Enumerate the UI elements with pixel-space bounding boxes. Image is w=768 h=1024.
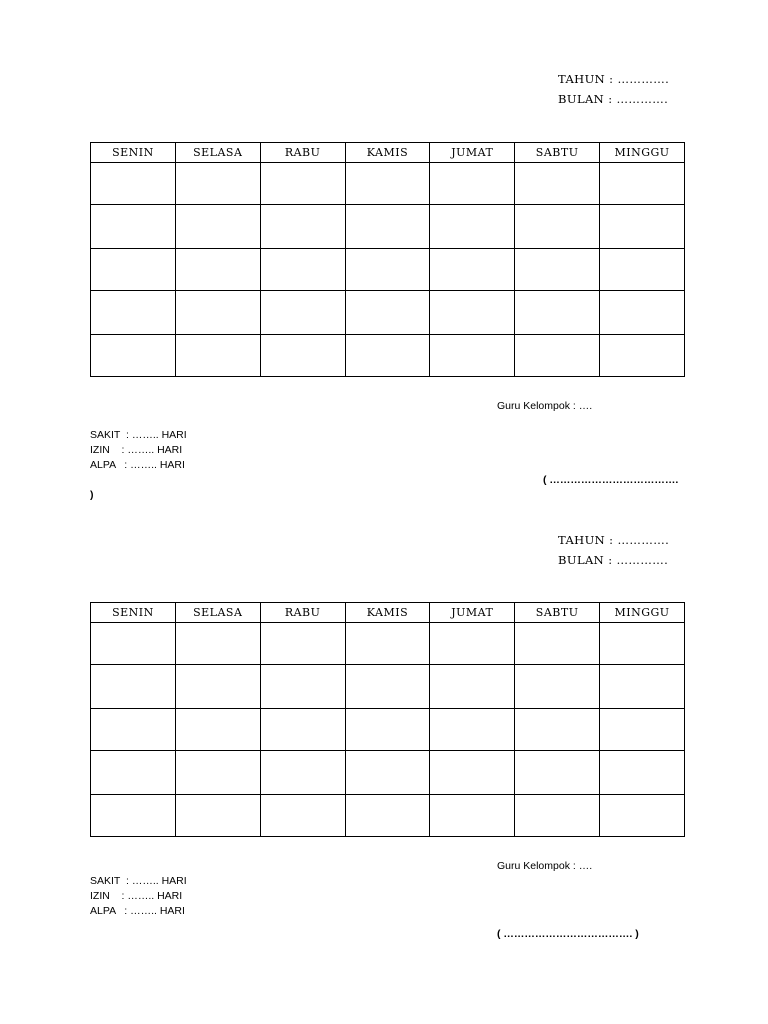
table-row (91, 795, 685, 837)
calendar-table (90, 142, 685, 377)
guru-kelompok-label: Guru Kelompok : …. (497, 860, 593, 872)
day-header: SENIN (91, 143, 176, 163)
calendar-cell[interactable] (430, 291, 515, 335)
calendar-cell[interactable] (345, 623, 430, 665)
calendar-cell[interactable] (345, 335, 430, 377)
calendar-cell[interactable] (91, 249, 176, 291)
calendar-cell[interactable] (600, 163, 685, 205)
calendar-cell[interactable] (600, 795, 685, 837)
table-row (91, 249, 685, 291)
calendar-cell[interactable] (260, 335, 345, 377)
attendance-summary (90, 874, 187, 919)
calendar-cell[interactable] (175, 291, 260, 335)
calendar-cell[interactable] (515, 291, 600, 335)
calendar-cell[interactable] (345, 249, 430, 291)
table-row (91, 205, 685, 249)
calendar-cell[interactable] (175, 163, 260, 205)
calendar-cell[interactable] (515, 751, 600, 795)
calendar-cell[interactable] (175, 205, 260, 249)
signature-close: ) (90, 489, 94, 501)
day-header: MINGGU (600, 143, 685, 163)
calendar-cell[interactable] (515, 249, 600, 291)
calendar-cell[interactable] (515, 709, 600, 751)
calendar-table (90, 602, 685, 837)
calendar-cell[interactable] (260, 163, 345, 205)
calendar-cell[interactable] (515, 665, 600, 709)
calendar-cell[interactable] (430, 249, 515, 291)
calendar-cell[interactable] (345, 751, 430, 795)
calendar-cell[interactable] (430, 751, 515, 795)
table-row (91, 163, 685, 205)
calendar-cell[interactable] (260, 795, 345, 837)
calendar-cell[interactable] (600, 205, 685, 249)
calendar-cell[interactable] (430, 709, 515, 751)
calendar-cell[interactable] (91, 751, 176, 795)
calendar-cell[interactable] (600, 335, 685, 377)
calendar-cell[interactable] (515, 163, 600, 205)
bulan-label: BULAN : …………. (558, 92, 669, 106)
day-header: SABTU (515, 603, 600, 623)
calendar-cell[interactable] (91, 291, 176, 335)
calendar-cell[interactable] (345, 291, 430, 335)
calendar-cell[interactable] (430, 665, 515, 709)
day-header: RABU (260, 143, 345, 163)
day-header: RABU (260, 603, 345, 623)
calendar-cell[interactable] (600, 751, 685, 795)
calendar-cell[interactable] (345, 163, 430, 205)
calendar-cell[interactable] (515, 205, 600, 249)
calendar-cell[interactable] (345, 709, 430, 751)
calendar-cell[interactable] (430, 163, 515, 205)
alpa-label: ALPA : …….. HARI (90, 459, 185, 471)
calendar-cell[interactable] (260, 249, 345, 291)
calendar-cell[interactable] (600, 623, 685, 665)
sakit-label: SAKIT : …….. HARI (90, 429, 187, 441)
alpa-label: ALPA : …….. HARI (90, 905, 185, 917)
day-header: SELASA (175, 143, 260, 163)
day-header: MINGGU (600, 603, 685, 623)
izin-label: IZIN : …….. HARI (90, 890, 183, 902)
calendar-cell[interactable] (260, 709, 345, 751)
calendar-cell[interactable] (91, 623, 176, 665)
signature-line: ( ………………………………. (543, 474, 679, 486)
calendar-cell[interactable] (430, 623, 515, 665)
calendar-cell[interactable] (260, 751, 345, 795)
bulan-label: BULAN : …………. (558, 553, 669, 567)
day-header: SABTU (515, 143, 600, 163)
calendar-cell[interactable] (175, 709, 260, 751)
calendar-cell[interactable] (600, 291, 685, 335)
table-row (91, 709, 685, 751)
calendar-cell[interactable] (175, 795, 260, 837)
calendar-cell[interactable] (175, 335, 260, 377)
day-header: KAMIS (345, 603, 430, 623)
izin-label: IZIN : …….. HARI (90, 444, 183, 456)
table-row (91, 665, 685, 709)
sakit-label: SAKIT : …….. HARI (90, 875, 187, 887)
day-header: SELASA (175, 603, 260, 623)
calendar-cell[interactable] (600, 709, 685, 751)
calendar-cell[interactable] (91, 205, 176, 249)
calendar-cell[interactable] (430, 335, 515, 377)
guru-kelompok-label: Guru Kelompok : …. (497, 400, 593, 412)
table-row (91, 335, 685, 377)
calendar-cell[interactable] (175, 751, 260, 795)
calendar-cell[interactable] (91, 665, 176, 709)
calendar-cell[interactable] (430, 205, 515, 249)
calendar-cell[interactable] (515, 623, 600, 665)
tahun-label: TAHUN : …………. (558, 72, 670, 86)
calendar-cell[interactable] (91, 335, 176, 377)
calendar-cell[interactable] (175, 665, 260, 709)
calendar-cell[interactable] (345, 665, 430, 709)
table-header-row (91, 603, 685, 623)
calendar-cell[interactable] (91, 709, 176, 751)
calendar-cell[interactable] (515, 795, 600, 837)
calendar-cell[interactable] (260, 291, 345, 335)
calendar-cell[interactable] (260, 623, 345, 665)
calendar-cell[interactable] (175, 623, 260, 665)
calendar-cell[interactable] (175, 249, 260, 291)
day-header: JUMAT (430, 603, 515, 623)
calendar-cell[interactable] (345, 205, 430, 249)
table-row (91, 623, 685, 665)
calendar-cell[interactable] (91, 795, 176, 837)
day-header: SENIN (91, 603, 176, 623)
day-header: KAMIS (345, 143, 430, 163)
table-row (91, 291, 685, 335)
signature-line: ( ………………………………. ) (497, 928, 639, 940)
table-row (91, 751, 685, 795)
calendar-cell[interactable] (345, 795, 430, 837)
day-header: JUMAT (430, 143, 515, 163)
calendar-cell[interactable] (600, 665, 685, 709)
tahun-label: TAHUN : …………. (558, 533, 670, 547)
calendar-cell[interactable] (600, 249, 685, 291)
calendar-cell[interactable] (91, 163, 176, 205)
attendance-summary (90, 428, 187, 473)
table-header-row (91, 143, 685, 163)
calendar-cell[interactable] (515, 335, 600, 377)
calendar-cell[interactable] (260, 205, 345, 249)
calendar-cell[interactable] (260, 665, 345, 709)
calendar-cell[interactable] (430, 795, 515, 837)
